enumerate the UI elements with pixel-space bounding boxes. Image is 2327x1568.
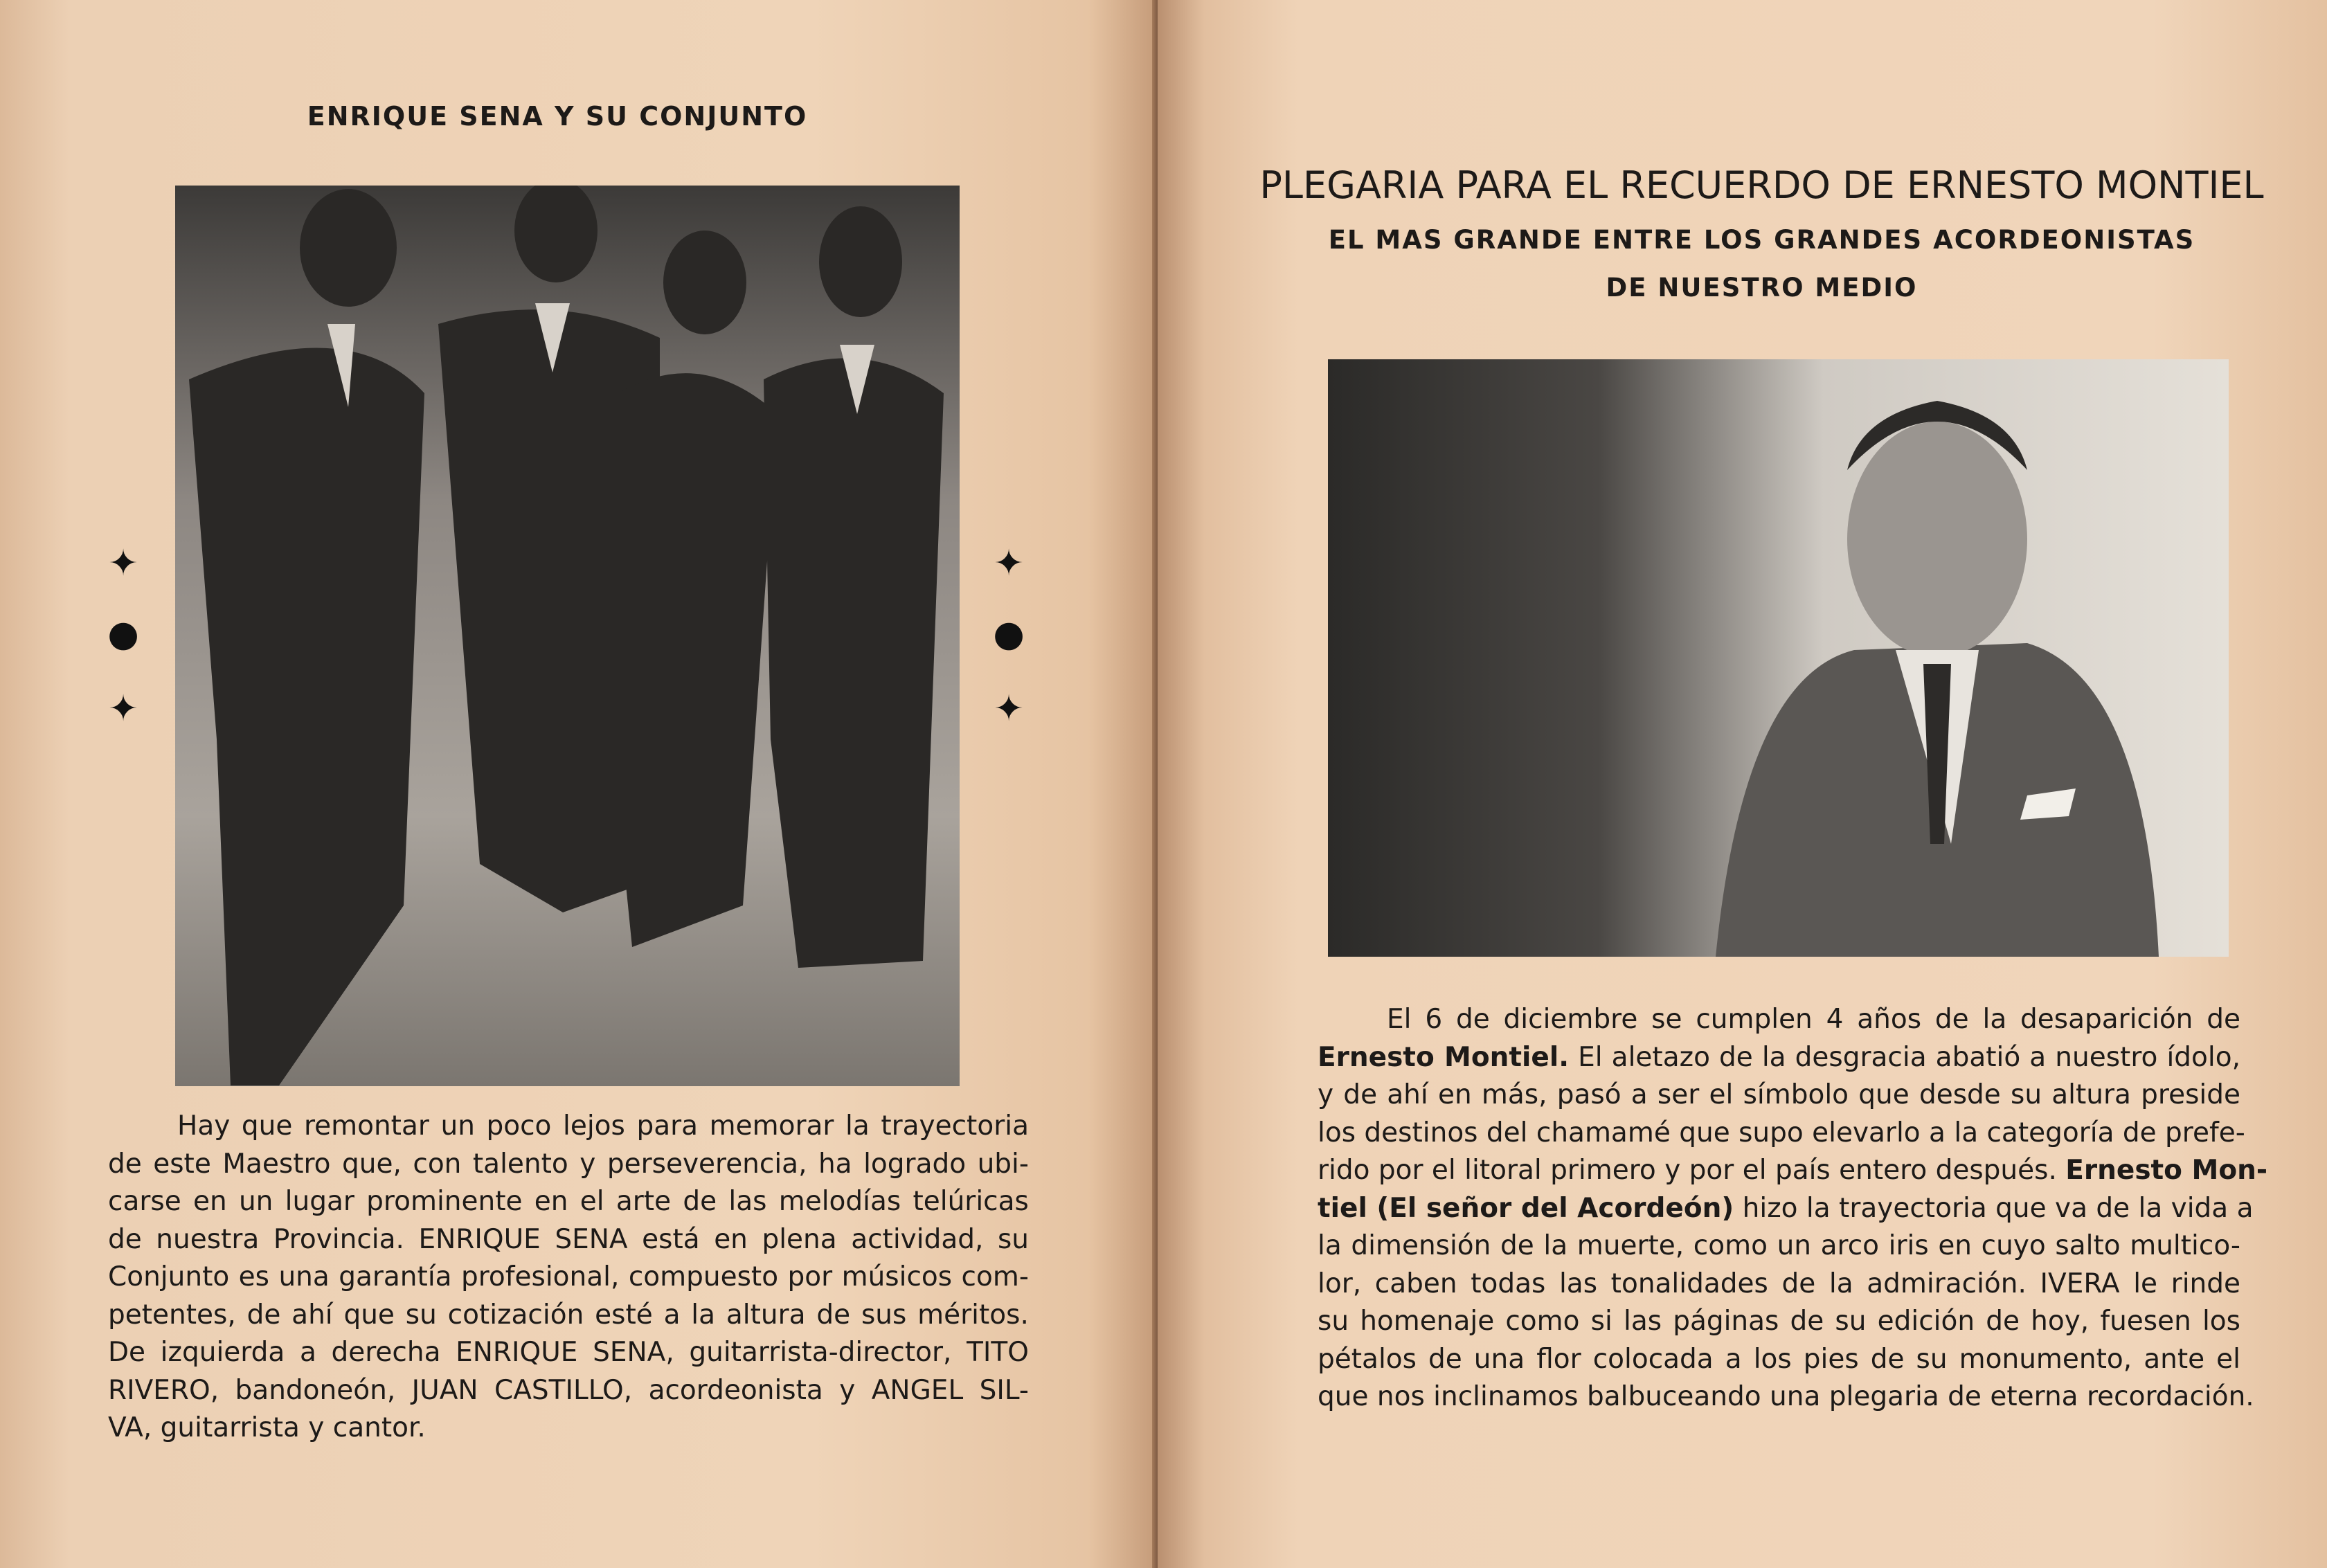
paragraph-line — [108, 1221, 1029, 1259]
star-ornament-icon: ✦ — [108, 688, 138, 730]
word: acordeonista — [648, 1374, 823, 1406]
word: SENA — [555, 1223, 628, 1255]
word: y — [579, 1148, 596, 1180]
word: plena — [762, 1223, 837, 1255]
word: cotización — [447, 1299, 584, 1331]
word: de — [108, 1223, 142, 1255]
word: izquierda — [160, 1337, 285, 1368]
band-description-paragraph — [108, 1108, 1029, 1448]
text-segment: lor, caben todas las tonalidades de la admiración. IVERA le rinde — [1318, 1268, 2240, 1299]
bold-text: Ernesto Mon- — [2065, 1155, 2268, 1186]
word: la — [691, 1299, 716, 1331]
paragraph-line — [1318, 1076, 2240, 1115]
word: su — [405, 1299, 437, 1331]
word: CASTILLO, — [494, 1374, 633, 1406]
word: com- — [961, 1261, 1029, 1292]
word: bandoneón, — [235, 1374, 396, 1406]
word: en — [192, 1186, 227, 1217]
word: el — [579, 1186, 604, 1217]
paragraph-line — [1318, 1265, 2240, 1304]
word: para — [636, 1110, 699, 1142]
word: por — [787, 1261, 833, 1292]
word: está — [642, 1223, 700, 1255]
word: que — [241, 1110, 293, 1142]
word: telúricas — [913, 1186, 1029, 1217]
word: un — [440, 1110, 475, 1142]
right-page-subheading-2: DE NUESTRO MEDIO — [1606, 273, 1918, 303]
word: arte — [616, 1186, 672, 1217]
text-segment: los destinos del chamamé que supo elevarlo a la categoría de prefe- — [1318, 1117, 2245, 1148]
word: melodías — [778, 1186, 901, 1217]
word: petentes, — [108, 1299, 236, 1331]
word: profesional, — [461, 1261, 620, 1292]
word: compuesto — [628, 1261, 779, 1292]
word: en — [534, 1186, 568, 1217]
word: ahí — [291, 1299, 333, 1331]
band-group-photo — [175, 186, 960, 1086]
word: SENA, — [593, 1337, 674, 1368]
paragraph-line — [1318, 1115, 2245, 1153]
word: una — [278, 1261, 330, 1292]
word: actividad, — [851, 1223, 984, 1255]
bold-text: tiel (El señor del Acordeón) — [1318, 1192, 1734, 1224]
word: garantía — [339, 1261, 452, 1292]
right-page-subheading: EL MAS GRANDE ENTRE LOS GRANDES ACORDEONISTAS — [1328, 225, 2195, 255]
word: remontar — [303, 1110, 429, 1142]
paragraph-line — [108, 1183, 1029, 1221]
paragraph-line — [1318, 1039, 2240, 1077]
word: un — [238, 1186, 273, 1217]
paragraph-line — [1318, 1001, 2240, 1039]
word: perseverencia, — [607, 1148, 807, 1180]
text-segment: El 6 de diciembre se cumplen 4 años de la desaparición de — [1387, 1004, 2240, 1035]
word: guitarrista-director, — [689, 1337, 952, 1368]
word: Hay — [177, 1110, 231, 1142]
tribute-paragraph — [1318, 1001, 2268, 1416]
word: de — [108, 1148, 142, 1180]
word: sus — [861, 1299, 907, 1331]
paragraph-line — [108, 1334, 1029, 1372]
text-segment: rido por el litoral primero y por el país entero después. — [1318, 1155, 2066, 1186]
text-segment: hizo la trayectoria que va de la vida a — [1734, 1192, 2254, 1224]
word: Provincia. — [273, 1223, 404, 1255]
word: esté — [595, 1299, 653, 1331]
word: de — [816, 1299, 851, 1331]
paragraph-line — [1318, 1341, 2240, 1379]
word: a — [663, 1299, 681, 1331]
word: su — [997, 1223, 1029, 1255]
word: ha — [818, 1148, 852, 1180]
word: con — [413, 1148, 462, 1180]
star-ornament-icon: ✦ — [994, 543, 1024, 584]
dot-ornament-icon: ● — [993, 613, 1025, 655]
word: prominente — [366, 1186, 523, 1217]
word: méritos. — [917, 1299, 1029, 1331]
paragraph-line — [1318, 1227, 2240, 1265]
left-page — [0, 0, 1158, 1568]
word: de — [683, 1186, 717, 1217]
text-segment: que nos inclinamos balbuceando una plegaria de eterna recordación. — [1318, 1381, 2254, 1412]
word: que — [343, 1299, 395, 1331]
word: Conjunto — [108, 1261, 230, 1292]
paragraph-line — [1318, 1378, 2254, 1416]
paragraph-line — [108, 1259, 1029, 1297]
paragraph-line — [1318, 1190, 2254, 1228]
word: Maestro — [222, 1148, 331, 1180]
dot-ornament-icon: ● — [107, 613, 139, 655]
word: a — [299, 1337, 316, 1368]
word: logrado — [863, 1148, 967, 1180]
word: lejos — [563, 1110, 625, 1142]
paragraph-line — [108, 1146, 1029, 1184]
paragraph-line — [1318, 1152, 2268, 1190]
word: nuestra — [156, 1223, 260, 1255]
word: carse — [108, 1186, 181, 1217]
word: derecha — [331, 1337, 441, 1368]
paragraph-line: VA, guitarrista y cantor. — [108, 1412, 426, 1443]
right-page — [1158, 0, 2327, 1568]
text-segment: pétalos de una flor colocada a los pies de su monumento, ante el — [1318, 1343, 2240, 1375]
bold-text: Ernesto Montiel. — [1318, 1041, 1570, 1073]
word: altura — [726, 1299, 806, 1331]
left-page-heading: ENRIQUE SENA Y SU CONJUNTO — [307, 101, 808, 132]
word: este — [153, 1148, 211, 1180]
star-ornament-icon: ✦ — [994, 688, 1024, 730]
text-segment: su homenaje como si las páginas de su edición de hoy, fuesen los — [1318, 1306, 2240, 1337]
word: memorar — [709, 1110, 834, 1142]
paragraph-line — [108, 1108, 1029, 1146]
word: la — [845, 1110, 870, 1142]
text-segment: y de ahí en más, pasó a ser el símbolo que desde su altura preside — [1318, 1079, 2240, 1110]
word: de — [246, 1299, 281, 1331]
word: ENRIQUE — [456, 1337, 578, 1368]
text-segment: El aletazo de la desgracia abatió a nuestro ídolo, — [1569, 1041, 2240, 1073]
paragraph-line — [108, 1297, 1029, 1335]
ernesto-montiel-portrait — [1328, 359, 2229, 957]
word: en — [714, 1223, 748, 1255]
word: lugar — [285, 1186, 354, 1217]
right-page-heading: PLEGARIA PARA EL RECUERDO DE ERNESTO MONTIEL — [1259, 163, 2264, 207]
word: poco — [486, 1110, 552, 1142]
word: TITO — [967, 1337, 1029, 1368]
word: talento — [472, 1148, 568, 1180]
paragraph-line — [108, 1372, 1029, 1410]
word: músicos — [841, 1261, 953, 1292]
word: SIL- — [979, 1374, 1029, 1406]
word: y — [839, 1374, 856, 1406]
word: es — [238, 1261, 269, 1292]
word: JUAN — [411, 1374, 478, 1406]
text-segment: la dimensión de la muerte, como un arco iris en cuyo salto multico- — [1318, 1230, 2240, 1261]
word: ENRIQUE — [418, 1223, 541, 1255]
word: De — [108, 1337, 146, 1368]
word: las — [728, 1186, 767, 1217]
word: que, — [342, 1148, 402, 1180]
word: RIVERO, — [108, 1374, 219, 1406]
word: ubi- — [977, 1148, 1029, 1180]
star-ornament-icon: ✦ — [108, 543, 138, 584]
paragraph-line — [1318, 1303, 2240, 1341]
word: ANGEL — [871, 1374, 964, 1406]
word: trayectoria — [881, 1110, 1029, 1142]
